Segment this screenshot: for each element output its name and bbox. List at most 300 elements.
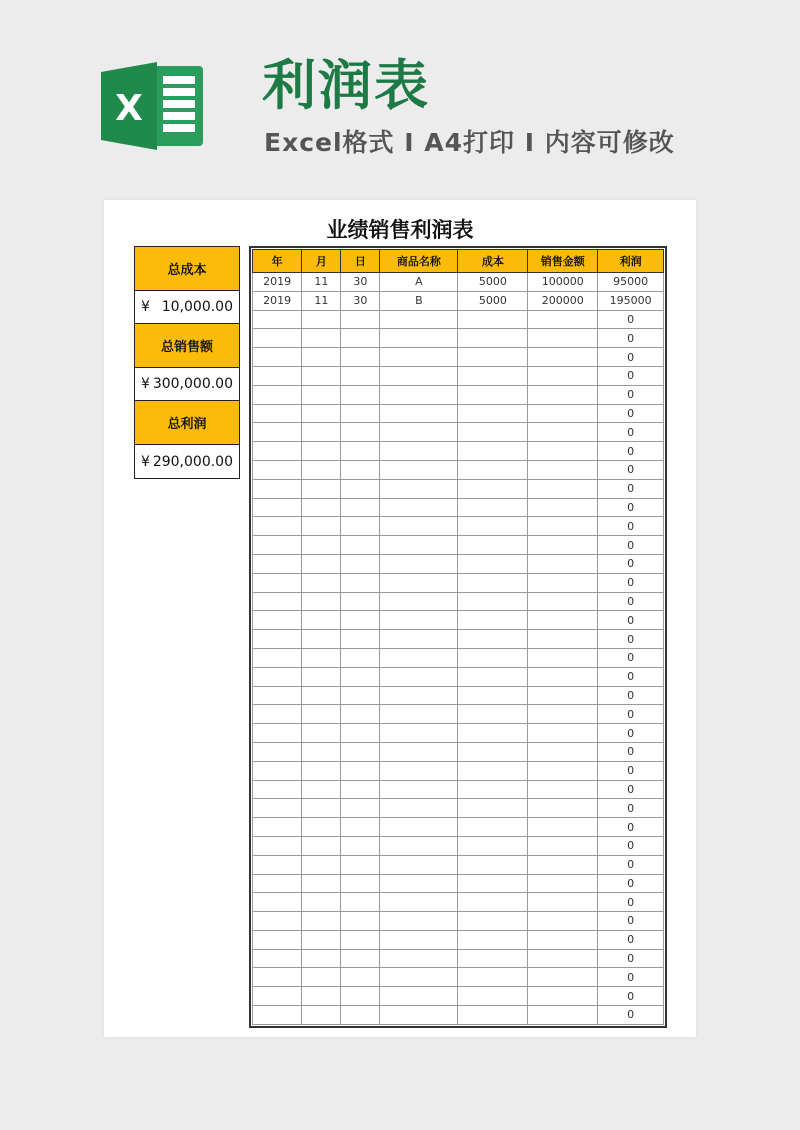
- table-cell[interactable]: [380, 667, 458, 686]
- table-cell[interactable]: [253, 611, 302, 630]
- svg-text:X: X: [115, 88, 143, 129]
- table-cell[interactable]: [302, 423, 341, 442]
- table-cell[interactable]: [302, 705, 341, 724]
- table-cell[interactable]: [302, 348, 341, 367]
- table-cell[interactable]: 0: [598, 366, 664, 385]
- table-cell[interactable]: [341, 799, 380, 818]
- table-cell[interactable]: [528, 836, 598, 855]
- table-row: [253, 705, 664, 724]
- table-cell[interactable]: 2019: [253, 291, 302, 310]
- table-cell[interactable]: 0: [598, 423, 664, 442]
- table-cell[interactable]: [528, 329, 598, 348]
- table-cell[interactable]: 195000: [598, 291, 664, 310]
- table-cell[interactable]: 0: [598, 404, 664, 423]
- table-cell[interactable]: [253, 818, 302, 837]
- table-cell[interactable]: [458, 912, 528, 931]
- table-cell[interactable]: [302, 460, 341, 479]
- table-cell[interactable]: [341, 705, 380, 724]
- table-cell[interactable]: 0: [598, 855, 664, 874]
- table-cell[interactable]: [341, 968, 380, 987]
- table-cell[interactable]: [380, 1006, 458, 1025]
- table-cell[interactable]: 0: [598, 592, 664, 611]
- table-cell[interactable]: [528, 930, 598, 949]
- table-cell[interactable]: [458, 874, 528, 893]
- table-cell[interactable]: [458, 648, 528, 667]
- table-cell[interactable]: [380, 554, 458, 573]
- table-cell[interactable]: [380, 423, 458, 442]
- table-cell[interactable]: [253, 310, 302, 329]
- table-cell[interactable]: [458, 949, 528, 968]
- table-cell[interactable]: [528, 460, 598, 479]
- table-cell[interactable]: [302, 592, 341, 611]
- table-cell[interactable]: [528, 912, 598, 931]
- table-cell[interactable]: [528, 818, 598, 837]
- table-cell[interactable]: 11: [302, 291, 341, 310]
- table-cell[interactable]: [302, 874, 341, 893]
- table-cell[interactable]: [458, 460, 528, 479]
- table-cell[interactable]: 0: [598, 442, 664, 461]
- table-cell[interactable]: [458, 479, 528, 498]
- column-header[interactable]: 年: [253, 250, 302, 273]
- table-cell[interactable]: [253, 799, 302, 818]
- table-cell[interactable]: 100000: [528, 273, 598, 292]
- table-cell[interactable]: [528, 761, 598, 780]
- table-cell[interactable]: [341, 893, 380, 912]
- column-header[interactable]: 销售金额: [528, 250, 598, 273]
- table-cell[interactable]: [458, 592, 528, 611]
- table-cell[interactable]: [302, 893, 341, 912]
- table-cell[interactable]: 0: [598, 479, 664, 498]
- table-cell[interactable]: 0: [598, 385, 664, 404]
- table-cell[interactable]: [302, 667, 341, 686]
- table-cell[interactable]: [458, 630, 528, 649]
- table-cell[interactable]: [528, 348, 598, 367]
- table-cell[interactable]: [302, 912, 341, 931]
- table-cell[interactable]: [380, 385, 458, 404]
- table-cell[interactable]: [380, 592, 458, 611]
- table-cell[interactable]: [341, 366, 380, 385]
- table-cell[interactable]: [302, 498, 341, 517]
- table-cell[interactable]: [380, 724, 458, 743]
- table-cell[interactable]: [380, 987, 458, 1006]
- table-cell[interactable]: [253, 648, 302, 667]
- table-cell[interactable]: [380, 536, 458, 555]
- table-cell[interactable]: [380, 818, 458, 837]
- table-cell[interactable]: 0: [598, 536, 664, 555]
- table-cell[interactable]: 200000: [528, 291, 598, 310]
- table-cell[interactable]: [341, 536, 380, 555]
- table-cell[interactable]: [380, 686, 458, 705]
- table-cell[interactable]: [341, 460, 380, 479]
- table-cell[interactable]: [302, 329, 341, 348]
- table-cell[interactable]: [528, 498, 598, 517]
- summary-value-total-cost[interactable]: [135, 291, 239, 324]
- table-cell[interactable]: [302, 780, 341, 799]
- table-cell[interactable]: [380, 573, 458, 592]
- table-cell[interactable]: [458, 799, 528, 818]
- table-cell[interactable]: [341, 874, 380, 893]
- table-cell[interactable]: [528, 667, 598, 686]
- table-cell[interactable]: [302, 949, 341, 968]
- table-cell[interactable]: [458, 498, 528, 517]
- table-cell[interactable]: [302, 930, 341, 949]
- table-cell[interactable]: [253, 348, 302, 367]
- table-cell[interactable]: 2019: [253, 273, 302, 292]
- table-cell[interactable]: [528, 310, 598, 329]
- table-cell[interactable]: [458, 611, 528, 630]
- table-cell[interactable]: [302, 724, 341, 743]
- table-cell[interactable]: [528, 724, 598, 743]
- table-cell[interactable]: 0: [598, 648, 664, 667]
- table-cell[interactable]: [458, 893, 528, 912]
- table-cell[interactable]: [528, 1006, 598, 1025]
- table-cell[interactable]: [253, 724, 302, 743]
- column-header[interactable]: 日: [341, 250, 380, 273]
- table-cell[interactable]: [528, 442, 598, 461]
- table-cell[interactable]: [458, 423, 528, 442]
- table-cell[interactable]: 0: [598, 987, 664, 1006]
- table-cell[interactable]: [302, 761, 341, 780]
- table-cell[interactable]: [528, 536, 598, 555]
- table-cell[interactable]: [253, 460, 302, 479]
- table-cell[interactable]: [302, 855, 341, 874]
- table-cell[interactable]: [380, 460, 458, 479]
- table-row: [253, 799, 664, 818]
- table-cell[interactable]: [253, 874, 302, 893]
- table-cell[interactable]: [302, 442, 341, 461]
- table-cell[interactable]: [341, 404, 380, 423]
- table-cell[interactable]: [380, 855, 458, 874]
- table-cell[interactable]: [302, 686, 341, 705]
- table-cell[interactable]: [253, 329, 302, 348]
- table-cell[interactable]: [302, 1006, 341, 1025]
- table-cell[interactable]: [458, 329, 528, 348]
- table-row: [253, 949, 664, 968]
- table-cell[interactable]: [380, 893, 458, 912]
- table-cell[interactable]: [253, 592, 302, 611]
- table-cell[interactable]: [380, 705, 458, 724]
- table-cell[interactable]: [528, 573, 598, 592]
- table-row: [253, 742, 664, 761]
- table-cell[interactable]: 0: [598, 742, 664, 761]
- table-cell[interactable]: [253, 498, 302, 517]
- table-cell[interactable]: 0: [598, 630, 664, 649]
- table-cell[interactable]: [458, 366, 528, 385]
- table-cell[interactable]: [253, 554, 302, 573]
- table-cell[interactable]: [341, 648, 380, 667]
- table-cell[interactable]: [253, 780, 302, 799]
- table-cell[interactable]: [302, 611, 341, 630]
- table-cell[interactable]: [380, 310, 458, 329]
- table-cell[interactable]: [380, 780, 458, 799]
- table-cell[interactable]: [341, 836, 380, 855]
- table-cell[interactable]: [253, 686, 302, 705]
- table-cell[interactable]: [341, 949, 380, 968]
- table-cell[interactable]: 0: [598, 912, 664, 931]
- table-cell[interactable]: [458, 968, 528, 987]
- table-cell[interactable]: [380, 874, 458, 893]
- table-cell[interactable]: [380, 912, 458, 931]
- table-cell[interactable]: [380, 648, 458, 667]
- table-cell[interactable]: B: [380, 291, 458, 310]
- table-cell[interactable]: 0: [598, 1006, 664, 1025]
- table-cell[interactable]: [528, 648, 598, 667]
- table-cell[interactable]: [341, 630, 380, 649]
- table-cell[interactable]: [341, 348, 380, 367]
- table-cell[interactable]: [380, 404, 458, 423]
- table-cell[interactable]: 0: [598, 498, 664, 517]
- table-cell[interactable]: [341, 423, 380, 442]
- column-header[interactable]: 月: [302, 250, 341, 273]
- table-cell[interactable]: 0: [598, 893, 664, 912]
- table-cell[interactable]: [380, 742, 458, 761]
- table-cell[interactable]: [253, 442, 302, 461]
- table-cell[interactable]: [458, 573, 528, 592]
- table-cell[interactable]: [458, 761, 528, 780]
- table-cell[interactable]: [341, 987, 380, 1006]
- table-cell[interactable]: [528, 686, 598, 705]
- table-cell[interactable]: [253, 930, 302, 949]
- table-cell[interactable]: 0: [598, 686, 664, 705]
- table-cell[interactable]: [341, 667, 380, 686]
- table-cell[interactable]: [341, 329, 380, 348]
- column-header[interactable]: 成本: [458, 250, 528, 273]
- table-cell[interactable]: A: [380, 273, 458, 292]
- table-cell[interactable]: 0: [598, 705, 664, 724]
- table-cell[interactable]: [341, 761, 380, 780]
- table-cell[interactable]: [341, 742, 380, 761]
- table-cell[interactable]: 0: [598, 460, 664, 479]
- table-cell[interactable]: [253, 912, 302, 931]
- table-cell[interactable]: [253, 855, 302, 874]
- summary-value-total-profit[interactable]: [135, 445, 239, 478]
- table-cell[interactable]: 0: [598, 310, 664, 329]
- table-cell[interactable]: [380, 930, 458, 949]
- table-cell[interactable]: [253, 479, 302, 498]
- table-cell[interactable]: [341, 554, 380, 573]
- table-cell[interactable]: 0: [598, 573, 664, 592]
- table-cell[interactable]: [341, 442, 380, 461]
- table-cell[interactable]: [528, 874, 598, 893]
- table-cell[interactable]: [302, 517, 341, 536]
- table-cell[interactable]: [341, 686, 380, 705]
- table-cell[interactable]: [380, 348, 458, 367]
- table-cell[interactable]: [341, 517, 380, 536]
- table-cell[interactable]: [302, 573, 341, 592]
- table-cell[interactable]: [302, 385, 341, 404]
- table-cell[interactable]: [302, 404, 341, 423]
- table-cell[interactable]: [528, 479, 598, 498]
- table-cell[interactable]: [302, 799, 341, 818]
- table-cell[interactable]: [380, 836, 458, 855]
- table-cell[interactable]: [528, 705, 598, 724]
- table-cell[interactable]: 0: [598, 836, 664, 855]
- table-cell[interactable]: 0: [598, 874, 664, 893]
- table-cell[interactable]: [380, 366, 458, 385]
- table-cell[interactable]: [458, 385, 528, 404]
- table-cell[interactable]: [458, 536, 528, 555]
- table-cell[interactable]: [302, 818, 341, 837]
- table-cell[interactable]: 30: [341, 273, 380, 292]
- table-cell[interactable]: 30: [341, 291, 380, 310]
- table-cell[interactable]: [458, 404, 528, 423]
- table-cell[interactable]: [341, 818, 380, 837]
- table-cell[interactable]: [302, 536, 341, 555]
- table-cell[interactable]: [458, 667, 528, 686]
- table-cell[interactable]: 0: [598, 949, 664, 968]
- table-cell[interactable]: [528, 630, 598, 649]
- table-cell[interactable]: [253, 1006, 302, 1025]
- table-cell[interactable]: [458, 836, 528, 855]
- table-cell[interactable]: [458, 1006, 528, 1025]
- table-cell[interactable]: [302, 479, 341, 498]
- table-cell[interactable]: [528, 592, 598, 611]
- table-cell[interactable]: [458, 855, 528, 874]
- table-cell[interactable]: [302, 968, 341, 987]
- table-cell[interactable]: [528, 893, 598, 912]
- table-cell[interactable]: [253, 404, 302, 423]
- table-cell[interactable]: [253, 705, 302, 724]
- table-cell[interactable]: 0: [598, 780, 664, 799]
- table-cell[interactable]: [341, 611, 380, 630]
- table-row: [253, 912, 664, 931]
- table-cell[interactable]: [458, 930, 528, 949]
- table-cell[interactable]: [458, 554, 528, 573]
- table-cell[interactable]: [341, 780, 380, 799]
- table-cell[interactable]: 0: [598, 517, 664, 536]
- summary-amount: 10,000.00: [161, 299, 233, 315]
- table-cell[interactable]: [380, 498, 458, 517]
- table-cell[interactable]: 11: [302, 273, 341, 292]
- table-cell[interactable]: [253, 630, 302, 649]
- table-cell[interactable]: [458, 818, 528, 837]
- column-header[interactable]: 商品名称: [380, 250, 458, 273]
- summary-value-total-sales[interactable]: [135, 368, 239, 401]
- table-cell[interactable]: 0: [598, 667, 664, 686]
- table-cell[interactable]: [341, 498, 380, 517]
- table-cell[interactable]: [380, 442, 458, 461]
- table-cell[interactable]: [253, 742, 302, 761]
- table-cell[interactable]: [458, 348, 528, 367]
- table-cell[interactable]: [458, 742, 528, 761]
- table-cell[interactable]: 0: [598, 799, 664, 818]
- table-cell[interactable]: [528, 949, 598, 968]
- table-cell[interactable]: [341, 310, 380, 329]
- table-cell[interactable]: [253, 536, 302, 555]
- table-cell[interactable]: [341, 1006, 380, 1025]
- table-cell[interactable]: [380, 949, 458, 968]
- table-cell[interactable]: [380, 799, 458, 818]
- table-cell[interactable]: [380, 630, 458, 649]
- table-cell[interactable]: [528, 780, 598, 799]
- table-cell[interactable]: [458, 442, 528, 461]
- table-cell[interactable]: [380, 479, 458, 498]
- table-cell[interactable]: [253, 667, 302, 686]
- table-cell[interactable]: [341, 573, 380, 592]
- table-cell[interactable]: [253, 761, 302, 780]
- table-cell[interactable]: [380, 611, 458, 630]
- table-cell[interactable]: [528, 799, 598, 818]
- table-cell[interactable]: 0: [598, 554, 664, 573]
- table-cell[interactable]: [528, 385, 598, 404]
- table-cell[interactable]: 95000: [598, 273, 664, 292]
- table-cell[interactable]: [253, 366, 302, 385]
- table-cell[interactable]: [528, 423, 598, 442]
- table-cell[interactable]: [341, 385, 380, 404]
- table-cell[interactable]: 0: [598, 348, 664, 367]
- table-cell[interactable]: [380, 329, 458, 348]
- table-cell[interactable]: [253, 987, 302, 1006]
- table-cell[interactable]: [253, 423, 302, 442]
- table-cell[interactable]: [253, 893, 302, 912]
- table-cell[interactable]: 0: [598, 611, 664, 630]
- table-cell[interactable]: [458, 780, 528, 799]
- table-cell[interactable]: [528, 404, 598, 423]
- table-cell[interactable]: [341, 592, 380, 611]
- table-cell[interactable]: 0: [598, 761, 664, 780]
- table-cell[interactable]: [341, 724, 380, 743]
- table-cell[interactable]: [341, 479, 380, 498]
- table-cell[interactable]: [458, 987, 528, 1006]
- table-cell[interactable]: [341, 912, 380, 931]
- table-cell[interactable]: [528, 517, 598, 536]
- table-cell[interactable]: [302, 630, 341, 649]
- table-cell[interactable]: [528, 987, 598, 1006]
- table-cell[interactable]: [458, 686, 528, 705]
- table-cell[interactable]: [253, 836, 302, 855]
- table-cell[interactable]: [528, 742, 598, 761]
- table-cell[interactable]: [528, 554, 598, 573]
- table-cell[interactable]: [302, 366, 341, 385]
- table-cell[interactable]: [253, 385, 302, 404]
- table-cell[interactable]: [302, 310, 341, 329]
- table-cell[interactable]: [458, 705, 528, 724]
- table-cell[interactable]: [528, 611, 598, 630]
- table-cell[interactable]: 0: [598, 329, 664, 348]
- table-row: [253, 780, 664, 799]
- table-cell[interactable]: [380, 761, 458, 780]
- table-cell[interactable]: [302, 648, 341, 667]
- table-cell[interactable]: [380, 517, 458, 536]
- table-cell[interactable]: [458, 310, 528, 329]
- page-title: 利润表: [262, 54, 430, 117]
- table-cell[interactable]: [528, 366, 598, 385]
- table-cell[interactable]: 0: [598, 818, 664, 837]
- table-cell[interactable]: [380, 968, 458, 987]
- table-cell[interactable]: [302, 836, 341, 855]
- table-cell[interactable]: 0: [598, 968, 664, 987]
- table-cell[interactable]: 5000: [458, 291, 528, 310]
- table-cell[interactable]: [253, 968, 302, 987]
- table-cell[interactable]: [341, 855, 380, 874]
- table-cell[interactable]: [458, 517, 528, 536]
- column-header[interactable]: 利润: [598, 250, 664, 273]
- table-cell[interactable]: 0: [598, 724, 664, 743]
- table-cell[interactable]: [528, 968, 598, 987]
- table-cell[interactable]: [341, 930, 380, 949]
- table-cell[interactable]: [302, 987, 341, 1006]
- table-row: [253, 366, 664, 385]
- table-cell[interactable]: [458, 724, 528, 743]
- table-cell[interactable]: [253, 949, 302, 968]
- table-cell[interactable]: 0: [598, 930, 664, 949]
- table-cell[interactable]: 5000: [458, 273, 528, 292]
- table-cell[interactable]: [253, 517, 302, 536]
- table-cell[interactable]: [253, 573, 302, 592]
- table-cell[interactable]: [528, 855, 598, 874]
- table-cell[interactable]: [302, 742, 341, 761]
- table-cell[interactable]: [302, 554, 341, 573]
